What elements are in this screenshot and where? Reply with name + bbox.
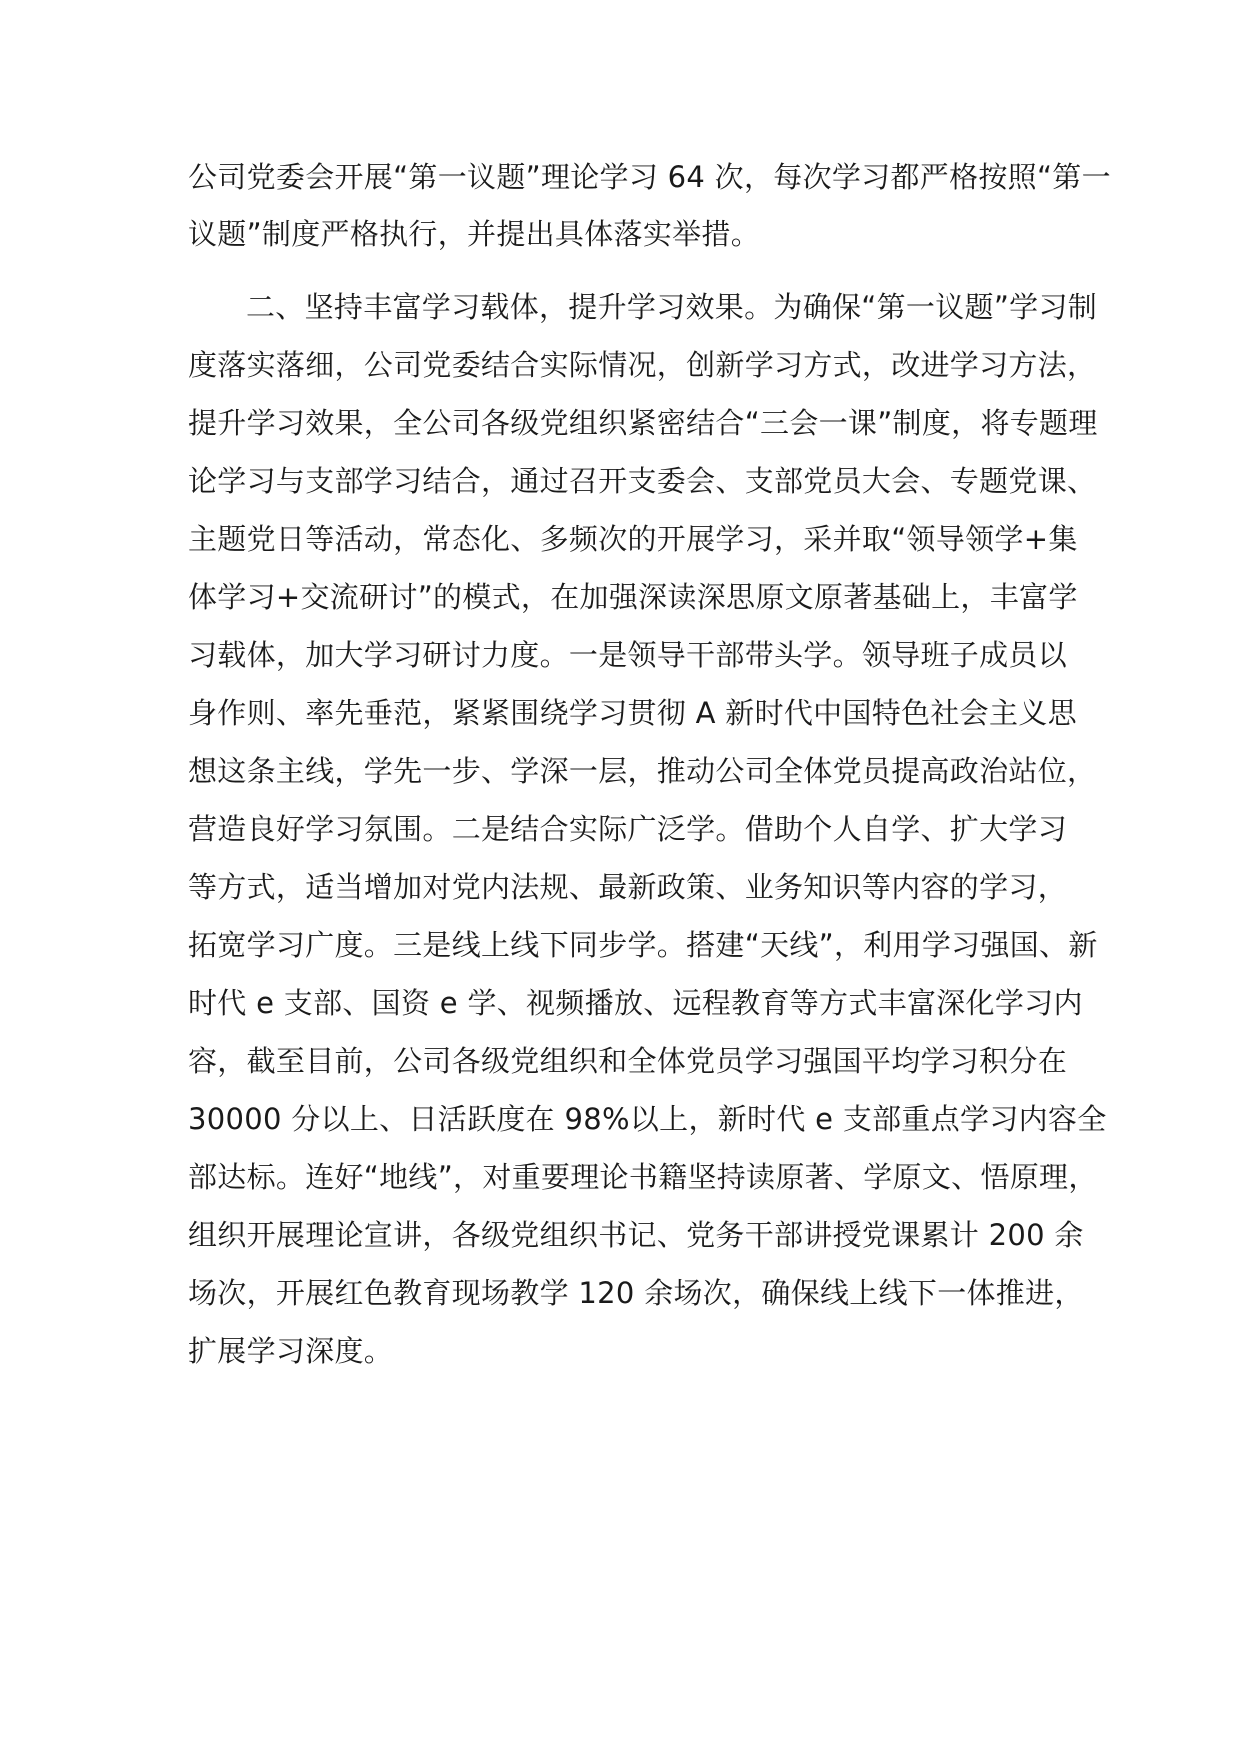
- text-line: 时代 e 支部、国资 e 学、视频播放、远程教育等方式丰富深化学习内: [188, 986, 1083, 1020]
- text-line: 组织开展理论宣讲，各级党组织书记、党务干部讲授党课累计 200 余: [188, 1218, 1084, 1252]
- text-line: 部达标。连好“地线”，对重要理论书籍坚持读原著、学原文、悟原理，: [188, 1160, 1098, 1194]
- text-line: 扩展学习深度。: [188, 1334, 394, 1368]
- text-line: 拓宽学习广度。三是线上线下同步学。搭建“天线”，利用学习强国、新: [188, 928, 1098, 962]
- text-line: 论学习与支部学习结合，通过召开支委会、支部党员大会、专题党课、: [188, 464, 1097, 498]
- text-line: 容，截至目前，公司各级党组织和全体党员学习强国平均学习积分在: [188, 1044, 1068, 1078]
- text-line: 议题”制度严格执行，并提出具体落实举措。: [188, 217, 761, 251]
- text-line: 主题党日等活动，常态化、多频次的开展学习，采并取“领导领学+集: [188, 522, 1078, 556]
- text-line: 想这条主线，学先一步、学深一层，推动公司全体党员提高政治站位，: [188, 754, 1097, 788]
- text-line: 30000 分以上、日活跃度在 98%以上，新时代 e 支部重点学习内容全: [188, 1102, 1107, 1136]
- text-line: 营造良好学习氛围。二是结合实际广泛学。借助个人自学、扩大学习: [188, 812, 1068, 846]
- text-line: 等方式，适当增加对党内法规、最新政策、业务知识等内容的学习，: [188, 870, 1068, 904]
- text-line: 度落实落细，公司党委结合实际情况，创新学习方式，改进学习方法，: [188, 348, 1097, 382]
- text-line: 身作则、率先垂范，紧紧围绕学习贯彻 A 新时代中国特色社会主义思: [188, 696, 1077, 730]
- paragraph-heading-line: 二、坚持丰富学习载体，提升学习效果。为确保“第一议题”学习制: [246, 290, 1098, 324]
- text-line: 提升学习效果，全公司各级党组织紧密结合“三会一课”制度，将专题理: [188, 406, 1098, 440]
- text-line: 体学习+交流研讨”的模式，在加强深读深思原文原著基础上，丰富学: [188, 580, 1078, 614]
- text-line: 场次，开展红色教育现场教学 120 余场次，确保线上线下一体推进，: [188, 1276, 1084, 1310]
- text-line: 习载体，加大学习研讨力度。一是领导干部带头学。领导班子成员以: [188, 638, 1068, 672]
- text-line: 公司党委会开展“第一议题”理论学习 64 次，每次学习都严格按照“第一: [188, 160, 1111, 194]
